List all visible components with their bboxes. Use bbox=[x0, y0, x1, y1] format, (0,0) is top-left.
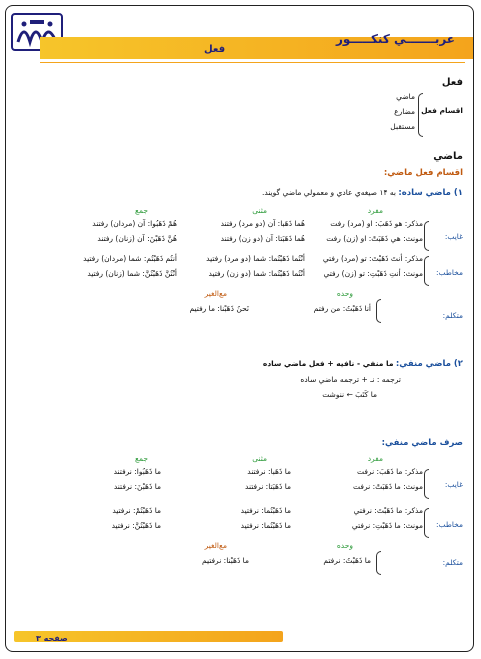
mazi-mokhatab-brace bbox=[424, 256, 429, 286]
fel-heading: فعل bbox=[441, 77, 463, 88]
fel-brace bbox=[418, 93, 423, 137]
sarf-ghayeb-brace bbox=[424, 469, 429, 499]
mazi-sade-title: ۱) ماضي ساده: bbox=[398, 188, 463, 198]
sarf-col-jam: جمع bbox=[135, 454, 148, 463]
mazi-sade-desc: به ۱۴ صيغه‌ي عادي و معمولي ماضي گويند. bbox=[261, 188, 396, 197]
mazi-mokhatab-r2c2: أنْتُما ذَهَبْتُما: شما (دو زن) رفتيد bbox=[208, 269, 305, 278]
mazi-ghayeb-label: غايب: bbox=[444, 232, 463, 241]
sarf-mokhatab-brace bbox=[424, 508, 429, 538]
sarf-motakallem-maalghair: ما ذَهَبْنا: نرفتيم bbox=[201, 556, 249, 565]
mazi-mokhatab-r2c1: مونث: أنتِ ذَهَبْتِ: تو (زن) رفتي bbox=[323, 269, 423, 278]
sarf-heading: صرف ماضي منفي: bbox=[381, 438, 463, 448]
header-title: عربـــــــي کنکـــــور bbox=[336, 32, 455, 46]
mazi-ghayeb-r2c1: مونث: هي ذَهَبَتْ: او (زن) رفت bbox=[326, 234, 423, 243]
sarf-mokhatab-r1c3: ما ذَهَبْتُمْ: نرفتيد bbox=[112, 506, 161, 515]
sarf-mokhatab-r1c1: مذكر: ما ذَهَبْتَ: نرفتي bbox=[353, 506, 423, 515]
fel-type-mozare: مضارع bbox=[394, 107, 415, 116]
mazi-ghayeb-r1c2: هُما ذَهَبا: آن (دو مرد) رفتند bbox=[220, 219, 305, 228]
mazi-ghayeb-r1c3: هُمْ ذَهَبُوا: آن (مردان) رفتند bbox=[92, 219, 177, 228]
sarf-ghayeb-r2c1: مونث: ما ذَهَبَتْ: نرفت bbox=[353, 482, 423, 491]
mazi-col-jam: جمع bbox=[135, 206, 148, 215]
page-footer bbox=[6, 629, 473, 651]
sarf-mokhatab-r2c1: مونث: ما ذَهَبْتِ: نرفتي bbox=[351, 521, 423, 530]
sarf-col-mofrad: مفرد bbox=[367, 454, 383, 463]
header-divider bbox=[40, 62, 465, 63]
sarf-motakallem-label: متكلم: bbox=[442, 558, 463, 567]
mazi-mokhatab-label: مخاطب: bbox=[435, 268, 463, 277]
mazi-mokhatab-r1c1: مذكر: أنتَ ذَهَبْتَ: تو (مرد) رفتي bbox=[322, 254, 423, 263]
fel-type-mazi: ماضي bbox=[396, 92, 415, 101]
sarf-ghayeb-r1c1: مذكر: ما ذَهَبَ: نرفت bbox=[356, 467, 423, 476]
mazi-heading: ماضي bbox=[433, 151, 463, 162]
mazi-motakallem-wahde: أنا ذَهَبْتُ: من رفتم bbox=[313, 304, 371, 313]
mazi-manfi-line bbox=[263, 359, 463, 370]
mazi-motakallem-maalghair: نَحنُ ذَهَبْنا: ما رفتيم bbox=[189, 304, 249, 313]
mazi-manfi-formula: ما منفي - نافيه + فعل ماضي ساده bbox=[262, 359, 394, 368]
mazi-maalghair-label: مع‌الغير bbox=[204, 289, 227, 298]
mazi-sade-line bbox=[262, 188, 463, 199]
mazi-manfi-example: ما كَتَبَ ← ننوشت bbox=[322, 390, 377, 399]
sarf-motakallem-brace bbox=[376, 551, 381, 575]
sarf-col-mosanna: مثنى bbox=[252, 454, 267, 463]
mazi-motakallem-label: متكلم: bbox=[442, 311, 463, 320]
sarf-mokhatab-r1c2: ما ذَهَبْتُما: نرفتيد bbox=[240, 506, 291, 515]
sarf-mokhatab-label: مخاطب: bbox=[435, 520, 463, 529]
mazi-manfi-translation: ترجمه : نـ + ترجمه ماضي ساده bbox=[300, 375, 401, 384]
header-subject: فعل bbox=[204, 44, 226, 55]
mazi-ghayeb-r1c1: مذكر: هو ذَهَبَ: او (مرد) رفت bbox=[330, 219, 423, 228]
page-header bbox=[6, 6, 473, 64]
mazi-aqsam-heading: اقسام فعل ماضي: bbox=[383, 168, 463, 178]
fel-type-mostaqbal: مستقبل bbox=[390, 122, 415, 131]
mazi-manfi-title: ۲) ماضي منفي: bbox=[395, 359, 463, 369]
page-number: صفحه ۳ bbox=[36, 634, 68, 643]
sarf-ghayeb-r2c2: ما ذَهَبَتا: نرفتند bbox=[245, 482, 291, 491]
mazi-mokhatab-r1c2: أنْتُما ذَهَبْتُما: شما (دو مرد) رفتيد bbox=[206, 254, 305, 263]
sarf-ghayeb-r1c2: ما ذَهَبا: نرفتند bbox=[247, 467, 291, 476]
sarf-maalghair-label: مع‌الغير bbox=[204, 541, 227, 550]
page-frame bbox=[5, 5, 474, 652]
mazi-motakallem-brace bbox=[376, 299, 381, 323]
mazi-col-mosanna: مثنى bbox=[252, 206, 267, 215]
mazi-ghayeb-r2c2: هُما ذَهَبَتا: آن (دو زن) رفتند bbox=[220, 234, 305, 243]
mazi-ghayeb-r2c3: هُنَّ ذَهَبْنَ: آن (زنان) رفتند bbox=[97, 234, 177, 243]
sarf-ghayeb-r1c3: ما ذَهَبُوا: نرفتند bbox=[113, 467, 161, 476]
fel-aqsam-label: اقسام فعل bbox=[421, 106, 463, 115]
mazi-mokhatab-r1c3: أنتُم ذَهَبْتُم: شما (مردان) رفتيد bbox=[83, 254, 177, 263]
sarf-wahde-label: وحده bbox=[336, 541, 353, 550]
mazi-wahde-label: وحده bbox=[336, 289, 353, 298]
sarf-mokhatab-r2c2: ما ذَهَبْتُما: نرفتيد bbox=[240, 521, 291, 530]
mazi-ghayeb-brace bbox=[424, 221, 429, 251]
sarf-mokhatab-r2c3: ما ذَهَبْتُنَّ: نرفتيد bbox=[111, 521, 161, 530]
mazi-col-mofrad: مفرد bbox=[367, 206, 383, 215]
sarf-motakallem-wahde: ما ذَهَبْتُ: نرفتم bbox=[323, 556, 371, 565]
sarf-ghayeb-r2c3: ما ذَهَبْنَ: نرفتند bbox=[113, 482, 161, 491]
sarf-ghayeb-label: غايب: bbox=[444, 480, 463, 489]
mazi-mokhatab-r2c3: أنْتُنَّ ذَهَبْتُنَّ: شما (زنان) رفتيد bbox=[87, 269, 177, 278]
